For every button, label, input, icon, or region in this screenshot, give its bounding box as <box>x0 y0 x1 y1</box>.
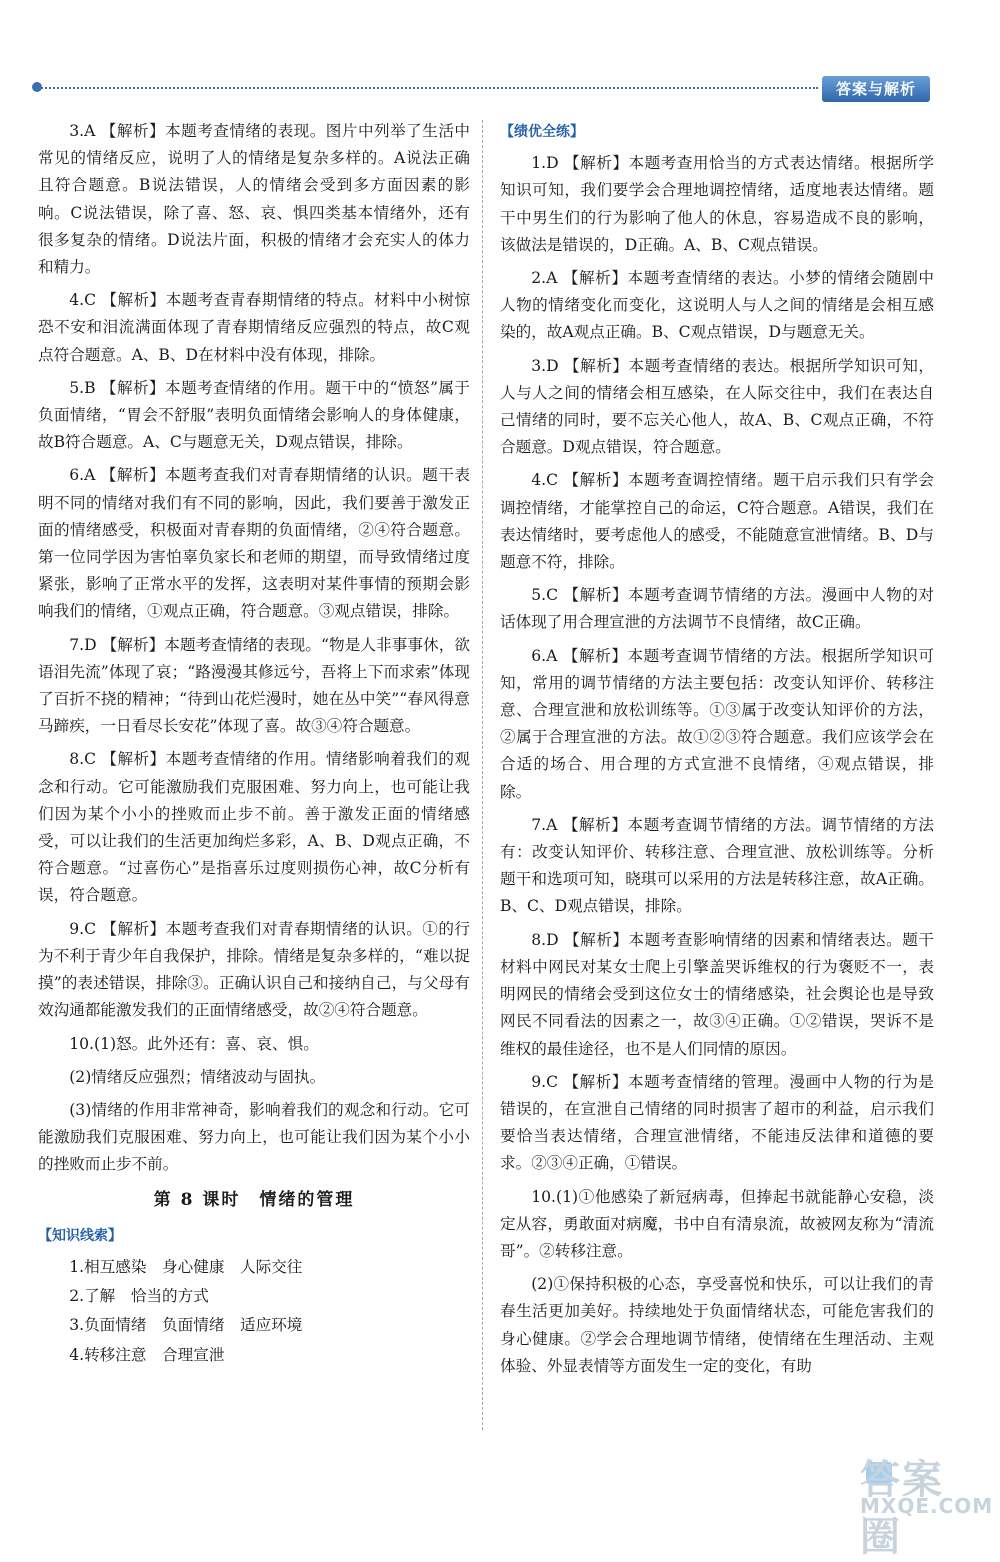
watermark-url: MXQE.COM <box>860 1494 994 1518</box>
answer-paragraph: 3.A 【解析】本题考查情绪的表现。图片中列举了生活中常见的情绪反应，说明了人的情绪是复杂多样的。A说法正确且符合题意。B说法错误，人的情绪会受到多方面因素的影响。C说法错误，除了喜、怒、哀、惧四类基本情绪外，还有很多复杂的情绪。D说法片面，积极的情绪才会充实人的体力和精力。 <box>38 122 470 277</box>
section-tag-knowledge: 【知识线索】 <box>38 1227 122 1244</box>
knowledge-list-item: 3.负面情绪 负面情绪 适应环境 <box>69 1316 303 1335</box>
watermark-chars: 答案圈 <box>860 1457 944 1560</box>
answer-paragraph: (3)情绪的作用非常神奇，影响着我们的观念和行动。它可能激励我们克服困难、努力向上，也可能让我们因为某个小小的挫败而止步不前。 <box>38 1100 470 1174</box>
answer-paragraph: 9.C 【解析】本题考查情绪的管理。漫画中人物的行为是错误的，在宣泄自己情绪的同时损害了超市的利益，启示我们要恰当表达情绪，合理宣泄情绪，不能违反法律和道德的要求。②③④正确，①错误。 <box>500 1072 934 1173</box>
answer-paragraph: 6.A 【解析】本题考查我们对青春期情绪的认识。题干表明不同的情绪对我们有不同的影响，因此，我们要善于激发正面的情绪感受，积极面对青春期的负面情绪，②④符合题意。第一位同学因为害怕辜负家长和老师的期望，而导致情绪过度紧张，影响了正常水平的发挥，这表明对某件事情的预期会影响我们的情绪，①观点正确，符合题意。③观点错误，排除。 <box>38 466 470 621</box>
column-divider <box>482 120 483 1430</box>
answer-paragraph: 10.(1)怒。此外还有：喜、哀、惧。 <box>69 1034 319 1053</box>
answer-paragraph: 5.B 【解析】本题考查情绪的作用。题干中的“愤怒”属于负面情绪，“胃会不舒服”表明负面情绪会影响人的身体健康，故B符合题意。A、C与题意无关，D观点错误，排除。 <box>38 378 470 452</box>
answer-paragraph: 6.A 【解析】本题考查调节情绪的方法。根据所学知识可知，常用的调节情绪的方法主要包括：改变认知评价、转移注意、合理宣泄和放松训练等。①③属于改变认知评价的方法，②属于合理宣泄的方法。故①②③符合题意。我们应该学会在合适的场合、用合理的方式宣泄不良情绪，④观点错误，排除。 <box>500 646 934 801</box>
answer-paragraph: 7.D 【解析】本题考查情绪的表现。“物是人非事事休，欲语泪先流”体现了哀；“路漫漫其修远兮，吾将上下而求索”体现了百折不挠的精神；“待到山花烂漫时，她在丛中笑”“春风得意马蹄疾，一日看尽长安花”体现了喜。故③④符合题意。 <box>38 635 470 736</box>
answer-paragraph: 9.C 【解析】本题考查我们对青春期情绪的认识。①的行为不利于青少年自我保护，排除。情绪是复杂多样的，“难以捉摸”的表述错误，排除③。正确认识自己和接纳自己，与父母有效沟通都能激发我们的正面情绪感受，故②④符合题意。 <box>38 919 470 1020</box>
section-tag-practice: 【绩优全练】 <box>500 124 584 140</box>
header-section-tab: 答案与解析 <box>822 76 930 102</box>
answer-paragraph: 3.D 【解析】本题考查情绪的表达。根据所学知识可知，人与人之间的情绪会相互感染，在人际交往中，我们在表达自己情绪的同时，要不忘关心他人，故A、B、C观点正确，不符合题意。D观点错误，符合题意。 <box>500 356 934 457</box>
answer-paragraph: 1.D 【解析】本题考查用恰当的方式表达情绪。根据所学知识可知，我们要学会合理地调控情绪，适度地表达情绪。题干中男生们的行为影响了他人的休息，容易造成不良的影响，该做法是错误的，D正确。A、B、C观点错误。 <box>500 154 934 254</box>
knowledge-list-item: 2.了解 恰当的方式 <box>69 1287 209 1306</box>
answer-paragraph: (2)①保持积极的心态，享受喜悦和快乐，可以让我们的青春生活更加美好。持续地处于负面情绪状态，可能危害我们的身心健康。②学会合理地调节情绪，使情绪在生理活动、主观体验、外显表情等方面发生一定的变化，有助 <box>500 1275 934 1375</box>
watermark-logo <box>820 1448 994 1560</box>
answer-paragraph: 8.C 【解析】本题考查情绪的作用。情绪影响着我们的观念和行动。它可能激励我们克服困难、努力向上，也可能让我们因为某个小小的挫败而止步不前。善于激发正面的情绪感受，可以让我们的生活更加绚烂多彩，A、B、D观点正确，不符合题意。“过喜伤心”是指喜乐过度则损伤心神，故C分析有误，符合题意。 <box>38 750 470 905</box>
knowledge-list-item: 1.相互感染 身心健康 人际交往 <box>69 1257 303 1276</box>
knowledge-list-item: 4.转移注意 合理宣泄 <box>69 1345 225 1364</box>
lesson-title: 第 8 课时 情绪的管理 <box>153 1189 355 1210</box>
answer-paragraph: 2.A 【解析】本题考查情绪的表达。小梦的情绪会随剧中人物的情绪变化而变化，这说明人与人之间的情绪是会相互感染的，故A观点正确。B、C观点错误，D与题意无关。 <box>500 269 934 342</box>
right-column <box>500 118 934 1386</box>
header-dotted-rule <box>38 87 818 89</box>
answer-paragraph: 4.C 【解析】本题考查青春期情绪的特点。材料中小树惊恐不安和泪流满面体现了青春期情绪反应强烈的特点，故C观点符合题意。A、B、D在材料中没有体现，排除。 <box>38 291 470 364</box>
answer-paragraph: 8.D 【解析】本题考查影响情绪的因素和情绪表达。题干材料中网民对某女士爬上引擎盖哭诉维权的行为褒贬不一，表明网民的情绪会受到这位女士的情绪感染，社会舆论也是导致网民不同看法的因素之一，故③④正确。①②错误，哭诉不是维权的最佳途径，也不是人们同情的原因。 <box>500 930 934 1058</box>
answer-paragraph: (2)情绪反应强烈；情绪波动与固执。 <box>69 1067 326 1086</box>
left-column <box>38 118 470 1371</box>
answer-paragraph: 4.C 【解析】本题考查调控情绪。题干启示我们只有学会调控情绪，才能掌控自己的命运，C符合题意。A错误，我们在表达情绪时，要考虑他人的感受，不能随意宣泄情绪。B、D与题意不符，排除。 <box>500 471 934 572</box>
answer-paragraph: 10.(1)①他感染了新冠病毒，但捧起书就能静心安稳，淡定从容，勇敢面对病魔，书中自有清泉流，故被网友称为“清流哥”。②转移注意。 <box>500 1187 934 1260</box>
answer-paragraph: 7.A 【解析】本题考查调节情绪的方法。调节情绪的方法有：改变认知评价、转移注意、合理宣泄、放松训练等。分析题干和选项可知，晓琪可以采用的方法是转移注意，故A正确。B、C、D观点错误，排除。 <box>500 815 934 916</box>
answer-paragraph: 5.C 【解析】本题考查调节情绪的方法。漫画中人物的对话体现了用合理宣泄的方法调节不良情绪，故C正确。 <box>500 586 934 632</box>
